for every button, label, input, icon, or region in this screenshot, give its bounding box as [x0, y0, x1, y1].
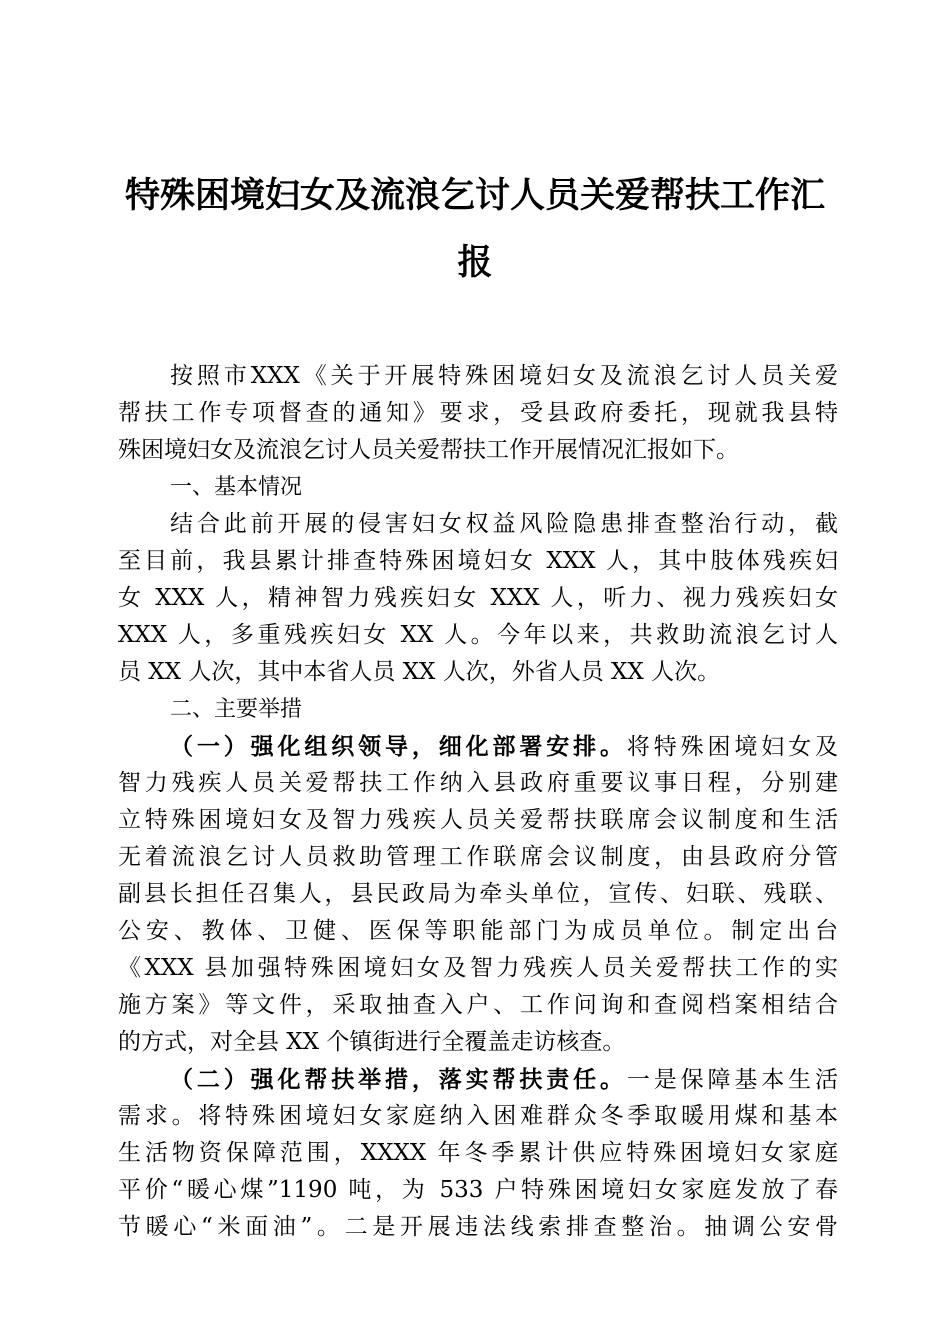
document-body	[118, 358, 838, 1246]
paragraph-basic-line: XXX 人，多重残疾妇女 XX 人。今年以来，共救助流浪乞讨人	[118, 622, 838, 648]
paragraph-measure-1-line	[118, 728, 838, 765]
paragraph-measure-2-line: 生活物资保障范围，XXXX 年冬季累计供应特殊困境妇女家庭	[118, 1140, 838, 1166]
paragraph-intro-line: 殊困境妇女及流浪乞讨人员关爱帮扶工作开展情况汇报如下。	[118, 437, 739, 463]
paragraph-measure-1-line: 《XXX 县加强特殊困境妇女及智力残疾人员关爱帮扶工作的实	[118, 955, 838, 981]
subsection-heading-2: （二）强化帮扶举措，落实帮扶责任。	[170, 1066, 627, 1093]
paragraph-measure-1-line: 副县长担任召集人，县民政局为牵头单位，宣传、妇联、残联、	[118, 881, 838, 907]
paragraph-text: 将特殊困境妇女及	[626, 734, 838, 760]
paragraph-basic-line: 女 XXX 人，精神智力残疾妇女 XXX 人，听力、视力残疾妇女	[118, 585, 838, 611]
paragraph-intro-line: 帮扶工作专项督查的通知》要求，受县政府委托，现就我县特	[118, 400, 838, 426]
paragraph-measure-1-line: 施方案》等文件，采取抽查入户、工作问询和查阅档案相结合	[118, 992, 838, 1018]
paragraph-basic-line: 结合此前开展的侵害妇女权益风险隐患排查整治行动，截	[170, 511, 838, 537]
paragraph-measure-1-line: 立特殊困境妇女及智力残疾人员关爱帮扶联席会议制度和生活	[118, 807, 838, 833]
paragraph-measure-1-line: 智力残疾人员关爱帮扶工作纳入县政府重要议事日程，分别建	[118, 770, 838, 796]
paragraph-intro-line: 按照市XXX《关于开展特殊困境妇女及流浪乞讨人员关爱	[170, 363, 838, 389]
paragraph-measure-2-line: 节暖心“米面油”。二是开展违法线索排查整治。抽调公安骨	[118, 1214, 838, 1240]
paragraph-measure-1-line: 无着流浪乞讨人员救助管理工作联席会议制度，由县政府分管	[118, 844, 838, 870]
section-heading-basic-situation: 一、基本情况	[170, 475, 303, 500]
paragraph-measure-1-line: 公安、教体、卫健、医保等职能部门为成员单位。制定出台	[118, 918, 838, 944]
section-heading-main-measures: 二、主要举措	[170, 697, 303, 722]
paragraph-measure-2-line	[118, 1061, 838, 1098]
paragraph-text: 一是保障基本生活	[626, 1067, 838, 1093]
paragraph-measure-2-line: 需求。将特殊困境妇女家庭纳入困难群众冬季取暖用煤和基本	[118, 1103, 838, 1129]
subsection-heading-1: （一）强化组织领导，细化部署安排。	[170, 733, 627, 760]
paragraph-basic-line: 至目前，我县累计排查特殊困境妇女 XXX 人，其中肢体残疾妇	[118, 548, 838, 574]
document-title-line-2: 报	[457, 242, 493, 283]
paragraph-measure-1-line: 的方式，对全县 XX 个镇街进行全覆盖走访核查。	[118, 1029, 626, 1055]
document-title-line-1: 特殊困境妇女及流浪乞讨人员关爱帮扶工作汇	[124, 175, 825, 216]
paragraph-measure-2-line: 平价“暖心煤”1190 吨，为 533 户特殊困境妇女家庭发放了春	[118, 1177, 838, 1203]
paragraph-basic-line: 员 XX 人次，其中本省人员 XX 人次，外省人员 XX 人次。	[118, 659, 721, 685]
